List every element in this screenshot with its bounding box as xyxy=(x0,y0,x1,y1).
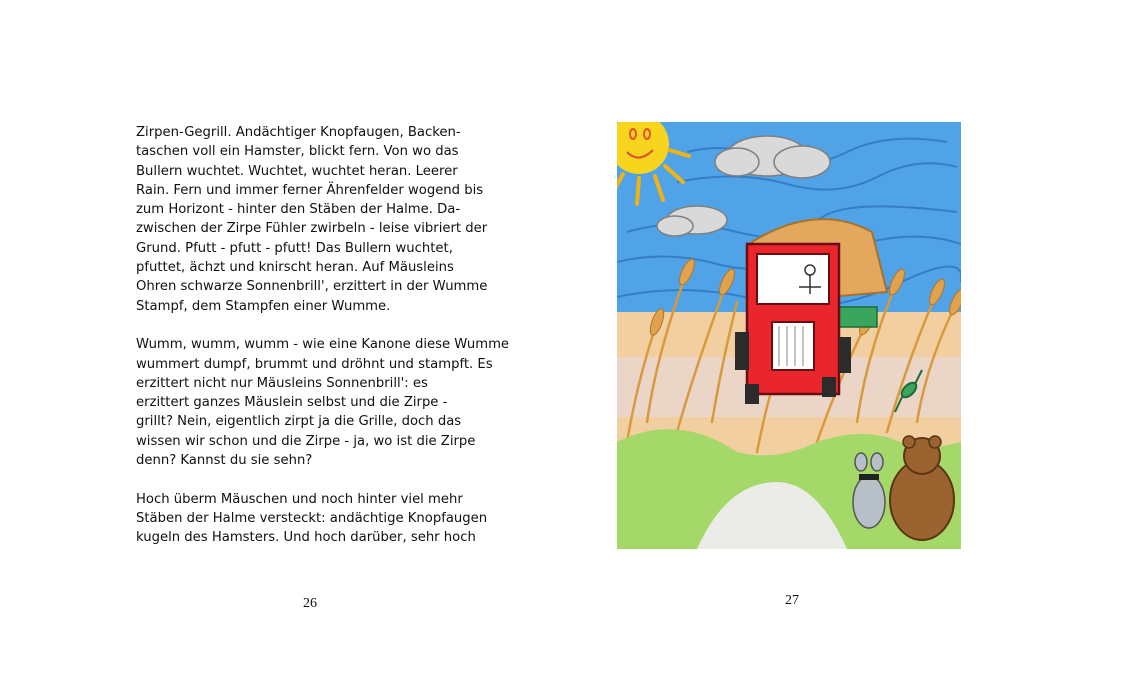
paragraph-2 xyxy=(136,335,510,470)
text-line: Wumm, wumm, wumm - wie eine Kanone diese Wumme xyxy=(136,337,510,353)
text-line: pfuttet, ächzt und knirscht heran. Auf Mäusleins xyxy=(136,260,454,276)
text-line: erzittert nicht nur Mäusleins Sonnenbrill': es xyxy=(136,375,428,391)
text-line: grillt? Nein, eigentlich zirpt ja die Grille, doch das xyxy=(136,414,462,430)
harvest-scene-drawing xyxy=(617,122,961,549)
text-line: Stäben der Halme versteckt: andächtige Knopfaugen xyxy=(136,510,488,526)
text-line: denn? Kannst du sie sehn? xyxy=(136,453,313,469)
page-number-right: 27 xyxy=(785,593,799,608)
text-line: wissen wir schon und die Zirpe - ja, wo ist die Zirpe xyxy=(136,433,476,449)
text-line: Ohren schwarze Sonnenbrill', erzittert in der Wumme xyxy=(136,279,488,295)
text-line: Hoch überm Mäuschen und noch hinter viel mehr xyxy=(136,491,463,507)
harvester-icon xyxy=(735,244,851,404)
text-line: Stampf, dem Stampfen einer Wumme. xyxy=(136,298,391,314)
text-line: Rain. Fern und immer ferner Ährenfelder wogend bis xyxy=(136,182,484,198)
text-line: Zirpen-Gegrill. Andächtiger Knopfaugen, Backen- xyxy=(136,125,461,140)
text-line: Bullern wuchtet. Wuchtet, wuchtet heran. Leerer xyxy=(136,163,458,179)
text-line: taschen voll ein Hamster, blickt fern. Von wo das xyxy=(136,144,459,160)
illustration xyxy=(617,122,961,549)
left-page-text xyxy=(136,123,510,567)
page-number-left: 26 xyxy=(303,596,317,611)
harvester-arm xyxy=(837,307,877,327)
text-line: Grund. Pfutt - pfutt - pfutt! Das Bullern wuchtet, xyxy=(136,240,453,256)
text-line: zwischen der Zirpe Fühler zwirbeln - leise vibriert der xyxy=(136,221,488,237)
text-line: kugeln des Hamsters. Und hoch darüber, sehr hoch xyxy=(136,530,476,546)
paragraph-1 xyxy=(136,123,486,316)
text-line: wummert dumpf, brummt und dröhnt und stampft. Es xyxy=(136,356,493,372)
text-line: zum Horizont - hinter den Stäben der Halme. Da- xyxy=(136,202,461,218)
text-line: erzittert ganzes Mäuslein selbst und die Zirpe - xyxy=(136,395,448,411)
paragraph-3 xyxy=(136,490,486,548)
